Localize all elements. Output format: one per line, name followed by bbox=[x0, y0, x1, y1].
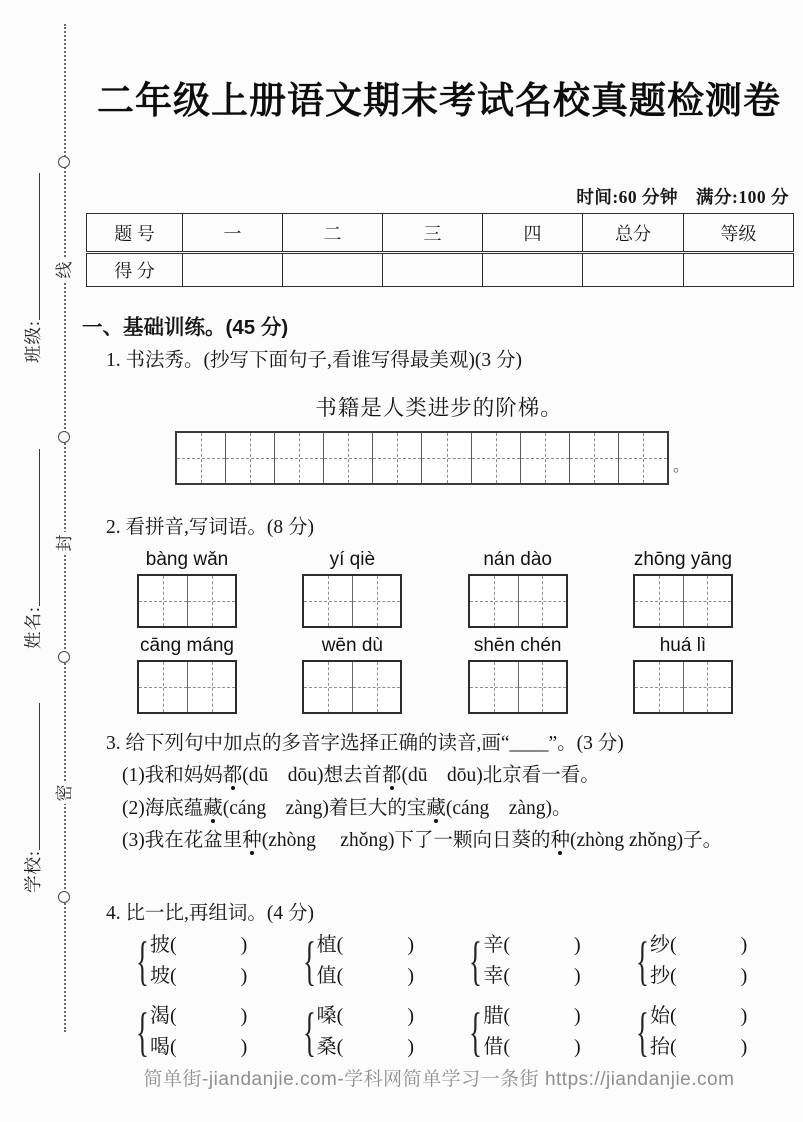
q3-text: (2)海底蕴 bbox=[122, 797, 204, 819]
answer-blank[interactable] bbox=[503, 930, 580, 961]
header-cell-4: 四 bbox=[483, 214, 583, 253]
word-pair-row bbox=[136, 1001, 770, 1063]
writing-grid-cell[interactable] bbox=[226, 433, 275, 483]
pinyin-label: bàng wǎn bbox=[145, 549, 229, 570]
pinyin-word-group bbox=[468, 632, 568, 714]
q1-prompt: 1. 书法秀。(抄写下面句子,看谁写得最美观)(3 分) bbox=[106, 350, 522, 371]
word-line bbox=[483, 1032, 603, 1063]
word-pair-group bbox=[469, 930, 603, 992]
compare-char: 嗓 bbox=[316, 1005, 337, 1027]
word-line bbox=[150, 1032, 270, 1063]
writing-box-cell bbox=[187, 662, 235, 712]
q3-text: (3)我在花盆里 bbox=[122, 830, 243, 851]
word-line bbox=[483, 1001, 603, 1032]
class-blank[interactable] bbox=[39, 173, 40, 320]
q3-item-1 bbox=[122, 760, 794, 793]
q1-writing-grid bbox=[175, 431, 669, 485]
word-pair-group bbox=[136, 1001, 270, 1063]
brace-icon: { bbox=[302, 1002, 316, 1062]
seal-circle bbox=[58, 651, 70, 663]
q2-pinyin-boxes bbox=[137, 546, 733, 718]
answer-blank[interactable] bbox=[337, 961, 414, 992]
seal-circle bbox=[58, 891, 70, 903]
name-label: 姓名: bbox=[22, 606, 43, 649]
writing-grid-cell[interactable] bbox=[472, 433, 521, 483]
pinyin-word-group bbox=[302, 546, 402, 628]
pinyin-row bbox=[137, 546, 733, 628]
writing-grid-cell[interactable] bbox=[324, 433, 373, 483]
word-line bbox=[150, 930, 270, 961]
writing-box[interactable] bbox=[633, 574, 733, 628]
seal-dotted-line bbox=[64, 24, 66, 1032]
word-line bbox=[650, 1001, 770, 1032]
brace-icon: { bbox=[635, 1002, 649, 1062]
compare-char: 纱 bbox=[649, 934, 670, 956]
word-pair-group bbox=[136, 930, 270, 992]
watermark-footer: 简单街-jiandanjie.com-学科网简单学习一条街 https://jiandanjie.com bbox=[143, 1069, 735, 1090]
word-pair-group bbox=[303, 930, 437, 992]
word-line bbox=[317, 1032, 437, 1063]
pinyin-label: zhōng yāng bbox=[633, 549, 733, 570]
brace-icon: { bbox=[136, 931, 149, 991]
writing-grid-cell[interactable] bbox=[275, 433, 324, 483]
writing-grid-cell[interactable] bbox=[373, 433, 422, 483]
q3-text: (cáng zàng)。 bbox=[445, 797, 572, 819]
school-field bbox=[21, 703, 43, 893]
score-cell[interactable] bbox=[283, 253, 383, 287]
q3-item-3 bbox=[122, 825, 794, 858]
q3-items bbox=[106, 760, 794, 858]
word-line bbox=[650, 1032, 770, 1063]
answer-blank[interactable] bbox=[670, 1032, 747, 1063]
writing-grid-cell[interactable] bbox=[570, 433, 619, 483]
compare-char: 披 bbox=[150, 934, 170, 956]
word-line bbox=[317, 1001, 437, 1032]
pinyin-label: yí qiè bbox=[329, 549, 376, 570]
word-line bbox=[650, 961, 770, 992]
q3-text: (zhòng zhǒng)子。 bbox=[569, 830, 723, 851]
writing-box-cell bbox=[352, 662, 400, 712]
answer-blank[interactable] bbox=[170, 1032, 247, 1063]
word-line bbox=[483, 961, 603, 992]
word-line bbox=[650, 930, 770, 961]
writing-box-cell bbox=[352, 576, 400, 626]
q3-dotted-char: 种 bbox=[550, 830, 570, 851]
word-line bbox=[150, 1001, 270, 1032]
answer-blank[interactable] bbox=[337, 930, 414, 961]
q3-text: (zhòng zhǒng)下了一颗向日葵的 bbox=[261, 830, 551, 851]
pinyin-word-group bbox=[137, 546, 237, 628]
q3-dotted-char: 都 bbox=[382, 765, 402, 786]
pinyin-word-group bbox=[468, 546, 568, 628]
q3-text: (dū dōu)想去首 bbox=[242, 765, 383, 786]
writing-box[interactable] bbox=[137, 660, 237, 714]
writing-grid-cell[interactable] bbox=[422, 433, 471, 483]
pinyin-label: cāng máng bbox=[139, 635, 234, 656]
answer-blank[interactable] bbox=[503, 961, 580, 992]
section1-heading: 一、基础训练。(45 分) bbox=[82, 316, 289, 339]
writing-grid-cell[interactable] bbox=[521, 433, 570, 483]
word-pair-group bbox=[303, 1001, 437, 1063]
exam-time-score-info: 时间:60 分钟 满分:100 分 bbox=[576, 187, 789, 207]
name-field bbox=[21, 449, 43, 649]
q3-text: (dū dōu)北京看一看。 bbox=[401, 765, 600, 786]
writing-box-cell bbox=[470, 576, 518, 626]
q1-copy-sentence: 书籍是人类进步的阶梯。 bbox=[315, 396, 563, 420]
compare-char: 渴 bbox=[150, 1005, 170, 1027]
word-line bbox=[317, 961, 437, 992]
word-line bbox=[150, 961, 270, 992]
q2-prompt: 2. 看拼音,写词语。(8 分) bbox=[106, 517, 314, 538]
writing-box-cell bbox=[139, 576, 187, 626]
answer-blank[interactable] bbox=[170, 961, 247, 992]
answer-blank[interactable] bbox=[670, 1001, 747, 1032]
compare-char: 始 bbox=[649, 1005, 670, 1027]
answer-blank[interactable] bbox=[337, 1032, 414, 1063]
word-line bbox=[317, 930, 437, 961]
q3-dotted-char: 藏 bbox=[203, 797, 223, 819]
pinyin-label: huá lì bbox=[659, 635, 707, 656]
q3-text: (cáng zàng)着巨大的宝 bbox=[222, 797, 427, 819]
answer-blank[interactable] bbox=[503, 1032, 580, 1063]
answer-blank[interactable] bbox=[170, 930, 247, 961]
seal-circle bbox=[58, 431, 70, 443]
q3-section bbox=[106, 727, 794, 858]
pinyin-label: nán dào bbox=[483, 549, 552, 570]
header-cell-tihao: 题 号 bbox=[87, 214, 183, 253]
pinyin-word-group bbox=[137, 632, 237, 714]
compare-char: 辛 bbox=[483, 934, 504, 956]
q3-item-2 bbox=[122, 793, 794, 826]
school-label: 学校: bbox=[22, 850, 43, 893]
writing-box-cell bbox=[635, 662, 683, 712]
pinyin-word-group bbox=[302, 632, 402, 714]
q3-dotted-char: 都 bbox=[222, 765, 243, 786]
q3-dotted-char: 种 bbox=[242, 830, 262, 851]
word-pair-group bbox=[469, 1001, 603, 1063]
score-cell[interactable] bbox=[483, 253, 583, 287]
header-cell-total: 总分 bbox=[583, 214, 684, 253]
name-blank[interactable] bbox=[39, 449, 40, 606]
brace-icon: { bbox=[302, 931, 316, 991]
seal-char-xian: 线 bbox=[54, 259, 76, 281]
school-blank[interactable] bbox=[39, 703, 40, 850]
answer-blank[interactable] bbox=[503, 1001, 580, 1032]
score-table-header-row bbox=[87, 214, 794, 253]
compare-char: 植 bbox=[316, 934, 337, 956]
seal-circle bbox=[58, 156, 70, 168]
score-table-score-row bbox=[87, 253, 794, 287]
writing-box-cell bbox=[635, 576, 683, 626]
seal-char-mi: 密 bbox=[54, 782, 76, 804]
score-cell[interactable] bbox=[583, 253, 684, 287]
compare-char: 桑 bbox=[316, 1036, 337, 1058]
score-cell[interactable] bbox=[383, 253, 483, 287]
pinyin-word-group bbox=[633, 546, 733, 628]
writing-box[interactable] bbox=[302, 574, 402, 628]
class-field bbox=[21, 173, 43, 363]
word-line bbox=[483, 930, 603, 961]
answer-blank[interactable] bbox=[337, 1001, 414, 1032]
writing-grid-cell[interactable] bbox=[177, 433, 226, 483]
q4-prompt: 4. 比一比,再组词。(4 分) bbox=[106, 903, 314, 924]
writing-box[interactable] bbox=[468, 660, 568, 714]
writing-box[interactable] bbox=[468, 574, 568, 628]
compare-char: 坡 bbox=[150, 965, 170, 987]
writing-box-cell bbox=[470, 662, 518, 712]
compare-char: 抄 bbox=[649, 965, 670, 987]
compare-char: 腊 bbox=[483, 1005, 504, 1027]
score-cell[interactable] bbox=[183, 253, 283, 287]
compare-char: 抬 bbox=[649, 1036, 670, 1058]
answer-blank[interactable] bbox=[170, 1001, 247, 1032]
header-cell-1: 一 bbox=[183, 214, 283, 253]
q4-section bbox=[136, 930, 770, 1072]
answer-blank[interactable] bbox=[670, 930, 747, 961]
page-title: 二年级上册语文期末考试名校真题检测卷 bbox=[97, 80, 781, 121]
writing-box-cell bbox=[187, 576, 235, 626]
writing-grid-cell[interactable] bbox=[619, 433, 667, 483]
compare-char: 借 bbox=[483, 1036, 504, 1058]
q3-dotted-char: 藏 bbox=[426, 797, 446, 819]
writing-box[interactable] bbox=[633, 660, 733, 714]
score-cell[interactable] bbox=[684, 253, 794, 287]
writing-box-cell bbox=[683, 576, 731, 626]
writing-box-cell bbox=[518, 576, 566, 626]
q3-prompt: 3. 给下列句中加点的多音字选择正确的读音,画“____”。(3 分) bbox=[106, 733, 624, 754]
writing-box[interactable] bbox=[137, 574, 237, 628]
word-pair-group bbox=[636, 930, 770, 992]
word-pair-row bbox=[136, 930, 770, 992]
writing-box-cell bbox=[139, 662, 187, 712]
pinyin-word-group bbox=[633, 632, 733, 714]
pinyin-row bbox=[137, 632, 733, 714]
header-cell-grade: 等级 bbox=[684, 214, 794, 253]
brace-icon: { bbox=[469, 931, 483, 991]
writing-box-cell bbox=[304, 576, 352, 626]
writing-box-cell bbox=[518, 662, 566, 712]
pinyin-label: shēn chén bbox=[473, 635, 562, 656]
class-label: 班级: bbox=[22, 320, 43, 363]
writing-box-cell bbox=[304, 662, 352, 712]
answer-blank[interactable] bbox=[670, 961, 747, 992]
seal-char-feng: 封 bbox=[54, 532, 76, 554]
compare-char: 值 bbox=[316, 965, 337, 987]
header-cell-3: 三 bbox=[383, 214, 483, 253]
word-pair-group bbox=[636, 1001, 770, 1063]
q3-text: (1)我和妈妈 bbox=[122, 765, 223, 786]
brace-icon: { bbox=[469, 1002, 483, 1062]
brace-icon: { bbox=[635, 931, 649, 991]
pinyin-label: wēn dù bbox=[321, 635, 383, 656]
writing-box-cell bbox=[683, 662, 731, 712]
header-cell-2: 二 bbox=[283, 214, 383, 253]
brace-icon: { bbox=[136, 1002, 149, 1062]
writing-box[interactable] bbox=[302, 660, 402, 714]
compare-char: 喝 bbox=[150, 1036, 170, 1058]
score-row-label: 得 分 bbox=[87, 253, 183, 287]
grid-period-mark: 。 bbox=[673, 458, 690, 475]
score-table bbox=[86, 213, 794, 287]
compare-char: 幸 bbox=[483, 965, 504, 987]
